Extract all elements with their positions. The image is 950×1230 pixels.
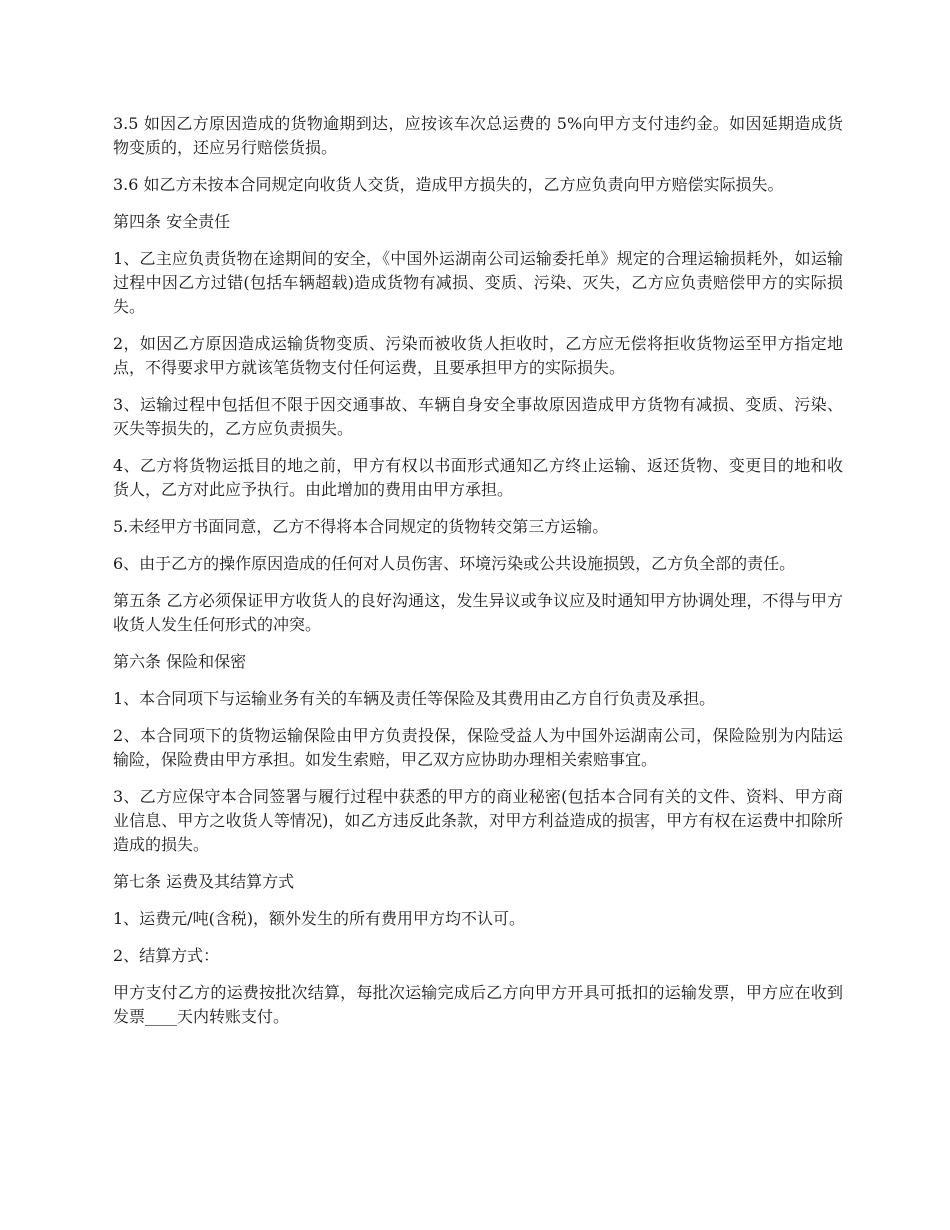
document-page <box>113 112 843 1042</box>
clause-3-5: 3.5 如因乙方原因造成的货物逾期到达，应按该车次总运费的 5%向甲方支付违约金。如因延期造成货物变质的，还应另行赔偿货损。 <box>113 114 843 157</box>
article-7-item-2: 2、结算方式： <box>113 946 220 965</box>
settlement-paragraph: 甲方支付乙方的运费按批次结算，每批次运输完成后乙方向甲方开具可抵扣的运输发票，甲方应在收到发票____天内转账支付。 <box>113 983 843 1026</box>
article-7-item-1: 1、运费元/吨(含税)，额外发生的所有费用甲方均不认可。 <box>113 909 526 928</box>
article-6-heading: 第六条 保险和保密 <box>113 652 247 671</box>
article-5: 第五条 乙方必须保证甲方收货人的良好沟通这，发生异议或争议应及时通知甲方协调处理，不得与甲方收货人发生任何形式的冲突。 <box>113 591 843 634</box>
article-6-item-3: 3、乙方应保守本合同签署与履行过程中获悉的甲方的商业秘密(包括本合同有关的文件、资料、甲方商业信息、甲方之收货人等情况)，如乙方违反此条款，对甲方利益造成的损害，甲方有权在运费中扣除所造成的损失。 <box>113 787 843 854</box>
article-6-item-2: 2、本合同项下的货物运输保险由甲方负责投保，保险受益人为中国外运湖南公司，保险险别为内陆运输险，保险费由甲方承担。如发生索赔，甲乙双方应协助办理相关索赔事宜。 <box>113 726 843 769</box>
article-4-item-1: 1、乙主应负责货物在途期间的安全，《中国外运湖南公司运输委托单》规定的合理运输损耗外，如运输过程中因乙方过错(包括车辆超载)造成货物有减损、变质、污染、灭失，乙方应负责赔偿甲方的实际损失。 <box>113 249 843 316</box>
article-4-heading: 第四条 安全责任 <box>113 212 231 231</box>
article-4-item-3: 3、运输过程中包括但不限于因交通事故、车辆自身安全事故原因造成甲方货物有减损、变质、污染、灭失等损失的，乙方应负责损失。 <box>113 395 843 438</box>
article-4-item-5: 5.未经甲方书面同意，乙方不得将本合同规定的货物转交第三方运输。 <box>113 517 609 536</box>
article-7-heading: 第七条 运费及其结算方式 <box>113 872 295 891</box>
article-4-item-6: 6、由于乙方的操作原因造成的任何对人员伤害、环境污染或公共设施损毁，乙方负全部的责任。 <box>113 554 796 573</box>
article-4-item-2: 2，如因乙方原因造成运输货物变质、污染而被收货人拒收时，乙方应无偿将拒收货物运至甲方指定地点，不得要求甲方就该笔货物支付任何运费，且要承担甲方的实际损失。 <box>113 334 843 377</box>
article-6-item-1: 1、本合同项下与运输业务有关的车辆及责任等保险及其费用由乙方自行负责及承担。 <box>113 689 716 708</box>
article-4-item-4: 4、乙方将货物运抵目的地之前，甲方有权以书面形式通知乙方终止运输、返还货物、变更目的地和收货人，乙方对此应予执行。由此增加的费用由甲方承担。 <box>113 456 843 499</box>
clause-3-6: 3.6 如乙方未按本合同规定向收货人交货，造成甲方损失的，乙方应负责向甲方赔偿实际损失。 <box>113 175 784 194</box>
